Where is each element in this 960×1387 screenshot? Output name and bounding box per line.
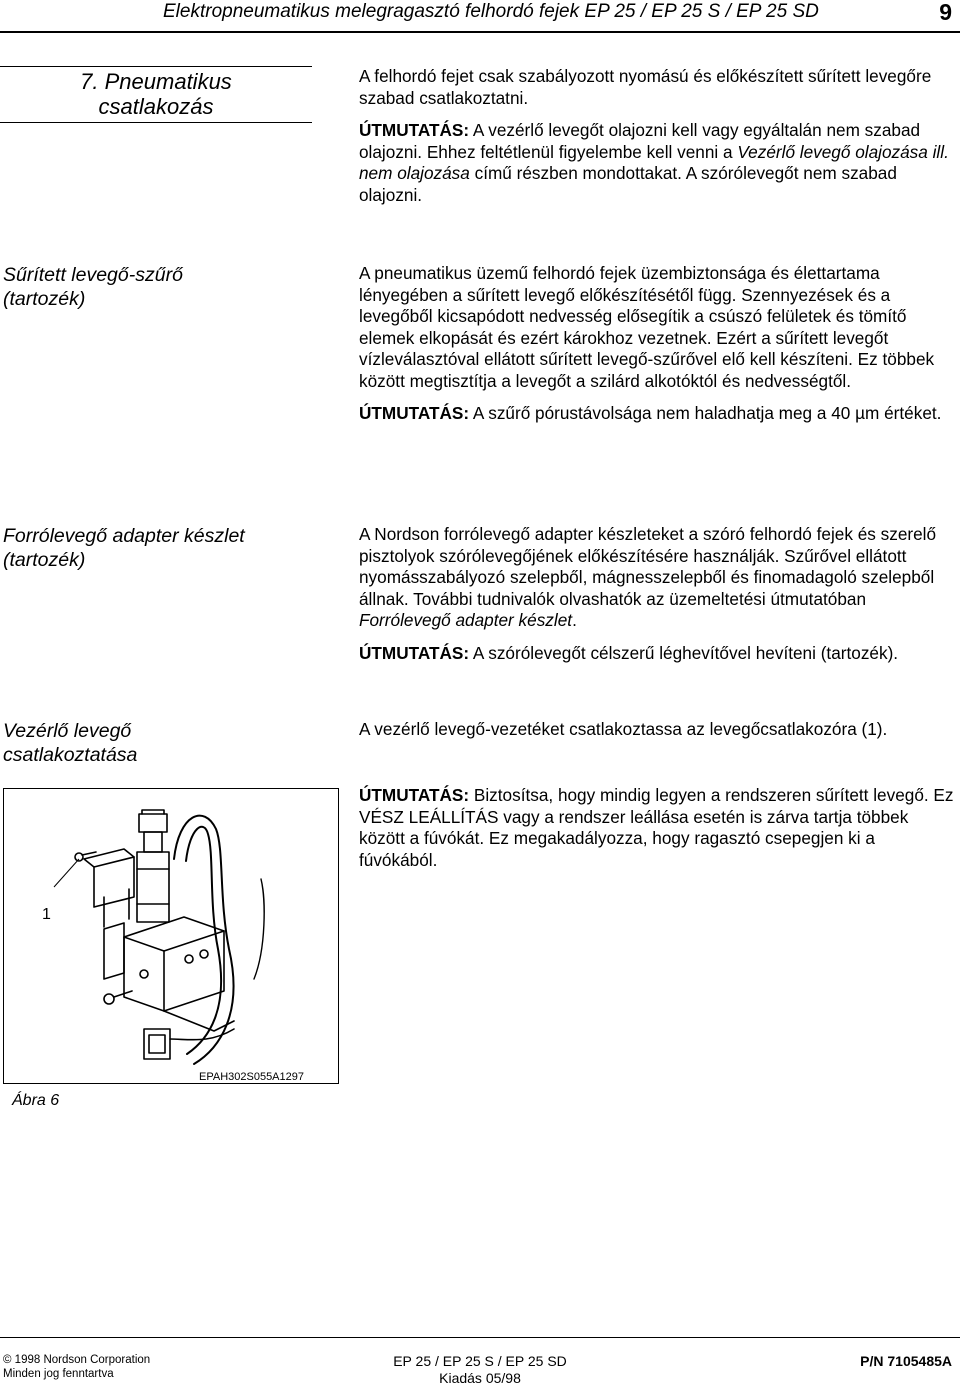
control-note: ÚTMUTATÁS: Biztosítsa, hogy mindig legyen a rendszeren sűrített levegő. Ez VÉSZ LEÁLLÍTÁS vagy a rendszer leállása esetén is zárva tartja többek között a fúvókát. Ez megakadályozza, hogy ragasztó csepegjen ki a fúvókából. xyxy=(359,785,954,870)
control-text xyxy=(359,719,954,741)
hotair-block xyxy=(359,524,954,664)
note-label: ÚTMUTATÁS: xyxy=(359,785,470,805)
footer-model: EP 25 / EP 25 S / EP 25 SD Kiadás 05/98 xyxy=(393,1353,567,1386)
figure-callout-1: 1 xyxy=(42,906,51,923)
note-label: ÚTMUTATÁS: xyxy=(359,642,470,663)
applicator-head-drawing xyxy=(4,789,337,1082)
footer-part-number: P/N 7105485A xyxy=(860,1353,952,1369)
page-number: 9 xyxy=(939,0,952,25)
section-rule-bottom xyxy=(0,122,312,123)
hotair-paragraph: A Nordson forrólevegő adapter készleteket a szóró felhordó fejek és szerelő pisztolyok szórólevegőjének előkészítésére használják. Szűrővel ellátott nyomásszabályozó szelepből, mágnesszelepből és finomadagoló szelepből állnak. További tudnivalók olvashatók az üzemeltetési útmutatóban Forrólevegő adapter készlet. xyxy=(359,524,937,630)
section-title xyxy=(0,69,312,119)
note-label: ÚTMUTATÁS: xyxy=(359,120,470,140)
intro-block xyxy=(359,66,954,206)
filter-paragraph: A pneumatikus üzemű felhordó fejek üzembiztonsága és élettartama lényegében a sűrített levegő előkészítésétől függ. Szennyezések és a levegőből kicsapódott nedvesség elősegítik a csúszó felületek és tömítő elemek elkopását és ezért károkhoz vezetnek. Ezért a sűrített levegőt vízleválasztóval ellátott sűrített levegő-szűrővel elő kell készíteni. Ez többek között megtisztítja a levegőt a szilárd alkotóktól és nedvességtől. xyxy=(359,263,935,391)
filter-note: ÚTMUTATÁS: A szűrő pórustávolsága nem haladhatja meg a 40 µm értéket. xyxy=(359,403,942,423)
subheading-hotair: Forrólevegő adapter készlet (tartozék) xyxy=(3,525,245,571)
running-header-title: Elektropneumatikus melegragasztó felhordó fejek EP 25 / EP 25 S / EP 25 SD xyxy=(163,1,819,22)
intro-note: ÚTMUTATÁS: A vezérlő levegőt olajozni kell vagy egyáltalán nem szabad olajozni. Ehhez feltétlenül figyelembe kell venni a Vezérlő levegő olajozása ill. nem olajozása című részben mondottakat. A szórólevegőt nem szabad olajozni. xyxy=(359,120,949,205)
header-divider xyxy=(0,31,960,33)
footer-copyright: © 1998 Nordson Corporation Minden jog fenntartva xyxy=(3,1354,151,1380)
note-label: ÚTMUTATÁS: xyxy=(359,403,470,423)
section-rule-top xyxy=(0,66,312,67)
section-title-line1: 7. Pneumatikus xyxy=(80,69,232,94)
subheading-control-air: Vezérlő levegő csatlakoztatása xyxy=(3,720,138,766)
section-title-line2: csatlakozás xyxy=(98,94,214,119)
figure-caption: Ábra 6 xyxy=(12,1092,60,1109)
figure-code: EPAH302S055A1297 xyxy=(199,1071,304,1083)
control-paragraph: A vezérlő levegő-vezetéket csatlakoztassa az levegőcsatlakozóra (1). xyxy=(359,719,888,739)
footer-divider xyxy=(0,1337,960,1338)
figure-frame xyxy=(3,788,339,1084)
subheading-filter: Sűrített levegő-szűrő (tartozék) xyxy=(3,264,183,310)
hotair-note: ÚTMUTATÁS: A szórólevegőt célszerű léghevítővel hevíteni (tartozék). xyxy=(359,642,899,663)
filter-block xyxy=(359,263,954,425)
intro-paragraph: A felhordó fejet csak szabályozott nyomású és előkészített sűrített levegőre szabad csatlakoztatni. xyxy=(359,66,932,108)
